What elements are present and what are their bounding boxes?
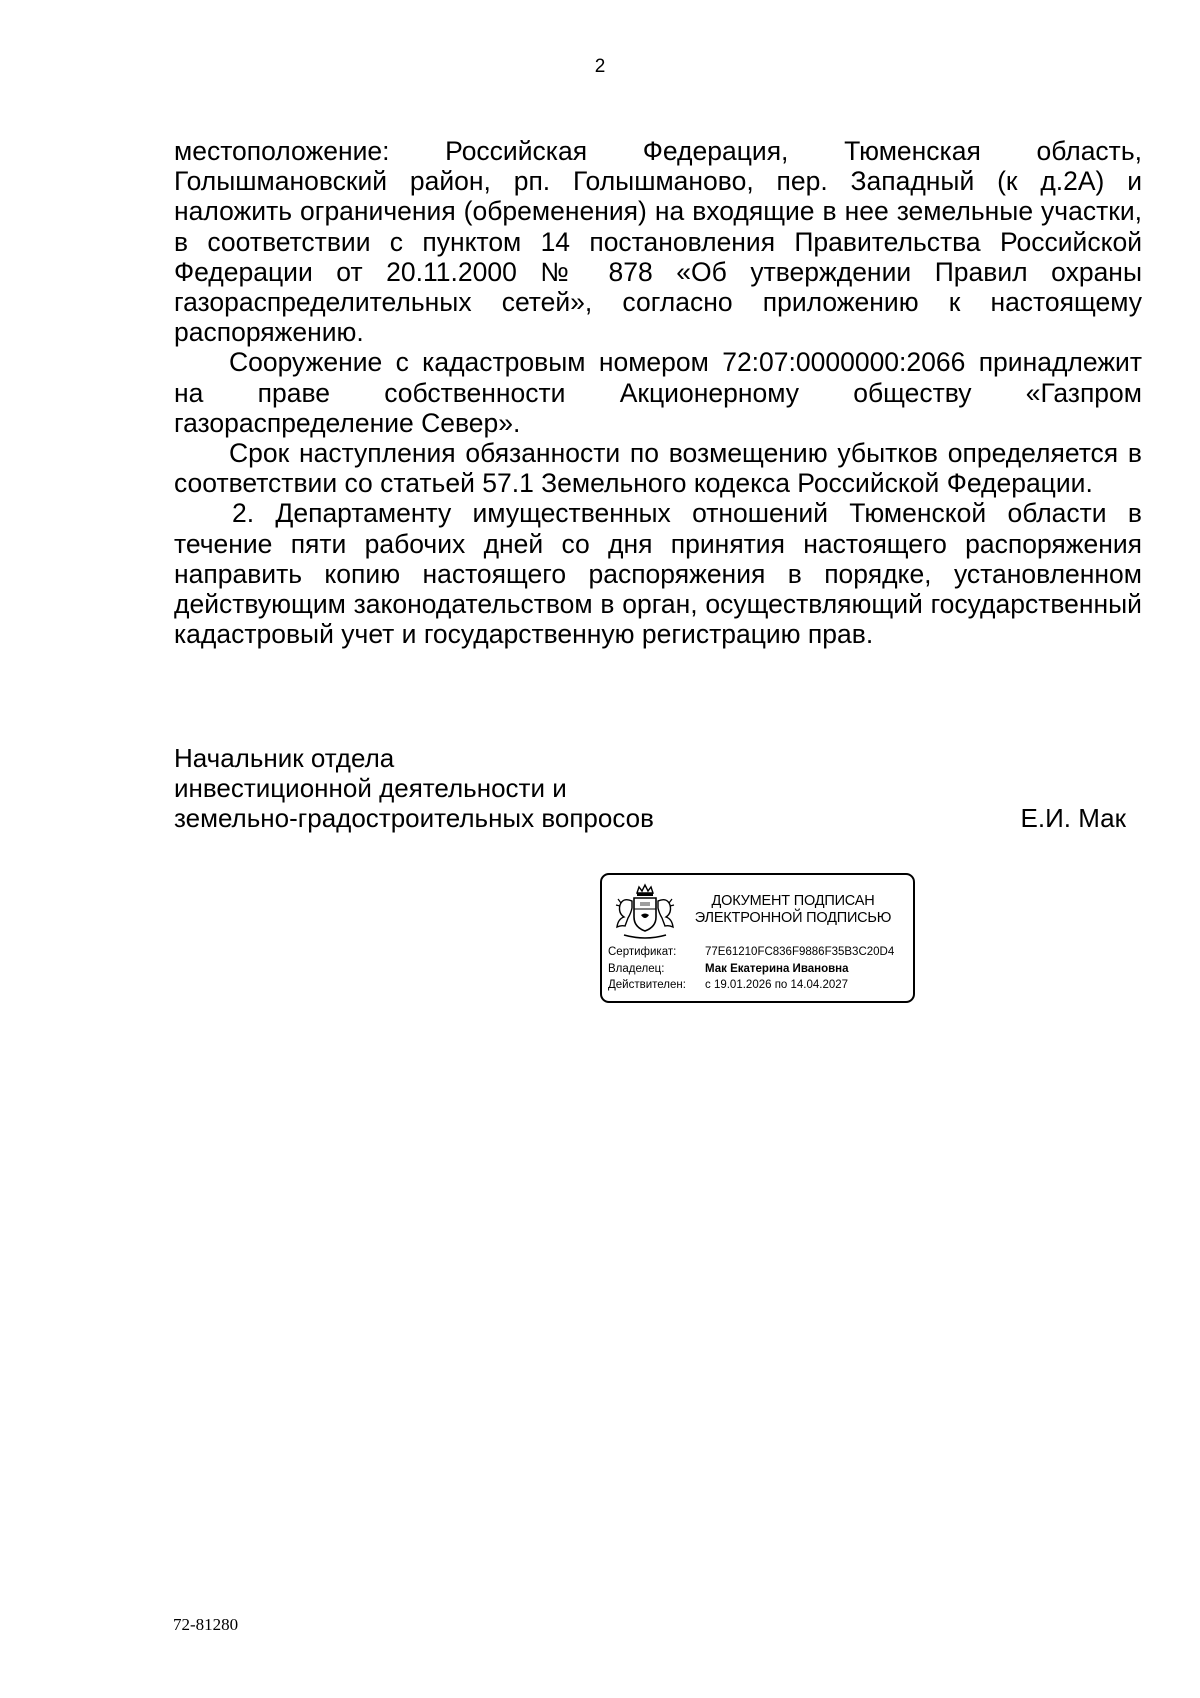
stamp-details	[608, 944, 894, 994]
certificate-number: 77E61210FC836F9886F35B3C20D4	[705, 946, 895, 958]
signer-block	[174, 743, 1134, 833]
document-code: 72-81280	[173, 1615, 239, 1634]
certificate-validity: с 19.01.2026 по 14.04.2027	[705, 979, 849, 991]
page-number: 2	[594, 56, 606, 77]
signer-position-line: Начальник отдела	[174, 743, 395, 773]
document-body	[174, 136, 1142, 649]
paragraph-ownership: Сооружение с кадастровым номером 72:07:0000000:2066 принадлежит на праве собственности Акционерному обществу «Газпром газораспределение Север».	[174, 347, 1142, 438]
stamp-owner-row: Владелец: Мак Екатерина Ивановна	[608, 961, 894, 978]
signer-position-line: земельно-градостроительных вопросов	[174, 803, 654, 833]
stamp-certificate-row: Сертификат: 77E61210FC836F9886F35B3C20D4	[608, 944, 894, 961]
signer-name: Е.И. Мак	[1020, 803, 1126, 833]
electronic-signature-stamp	[600, 873, 915, 1003]
paragraph-compensation: Срок наступления обязанности по возмещению убытков определяется в соответствии со статьей 57.1 Земельного кодекса Российской Федерации.	[174, 438, 1142, 499]
paragraph-item-2: 2. Департаменту имущественных отношений Тюменской области в течение пяти рабочих дней со дня принятия настоящего распоряжения направить копию настоящего распоряжения в порядке, установленном действующим законодательством в орган, осуществляющий государственный кадастровый учет и государственную регистрацию прав.	[174, 498, 1142, 650]
coat-of-arms-icon	[610, 883, 680, 943]
signer-position-line: инвестиционной деятельности и	[174, 773, 567, 803]
stamp-validity-row: Действителен: с 19.01.2026 по 14.04.2027	[608, 977, 894, 994]
paragraph-location: местоположение: Российская Федерация, Тюменская область, Голышмановский район, рп. Голышманово, пер. Западный (к д.2А) и наложить ограничения (обременения) на входящие в нее земельные участки, в соответствии с пунктом 14 постановления Правительства Российской Федерации от 20.11.2000 № 878 «Об утверждении Правил охраны газораспределительных сетей», согласно приложению к настоящему распоряжению.	[174, 136, 1142, 348]
stamp-title: ДОКУМЕНТ ПОДПИСАН ЭЛЕКТРОННОЙ ПОДПИСЬЮ	[694, 893, 892, 926]
certificate-owner: Мак Екатерина Ивановна	[705, 962, 849, 975]
